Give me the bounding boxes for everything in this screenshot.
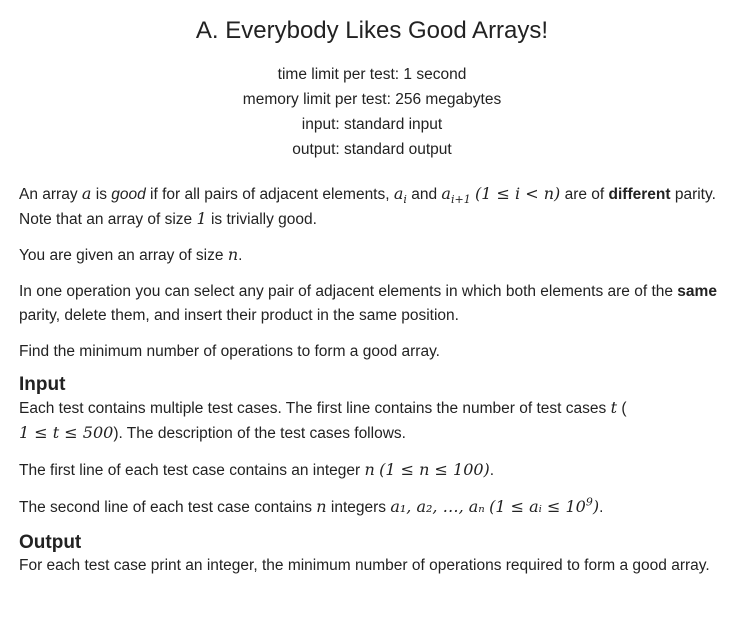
bold-same: same xyxy=(677,283,717,300)
math-subscript: i+1 xyxy=(450,193,471,207)
math-range-end: ) xyxy=(592,497,600,516)
math-range-start: (1 ≤ aᵢ ≤ 10 xyxy=(489,497,586,516)
math-var: n xyxy=(227,245,239,264)
statement-paragraph-1 xyxy=(19,182,725,232)
statement-paragraph-3 xyxy=(19,280,725,328)
memory-limit: memory limit per test: 256 megabytes xyxy=(242,91,502,108)
time-limit: time limit per test: 1 second xyxy=(277,66,467,83)
problem-header xyxy=(19,0,725,162)
input-type: input: standard input xyxy=(301,116,443,133)
math-ai xyxy=(393,184,407,207)
emphasis-good: good xyxy=(111,186,146,203)
problem-statement xyxy=(19,182,725,578)
input-paragraph-1 xyxy=(19,396,725,446)
math-ai1 xyxy=(441,184,471,207)
text-span: is trivially good. xyxy=(206,211,317,228)
text-span: . xyxy=(599,499,604,516)
text-span: In one operation you can select any pair of adjacent elements in which both elements are of the xyxy=(19,283,678,300)
text-span: You are given an array of size xyxy=(19,247,228,264)
bold-different: different xyxy=(608,186,671,203)
text-span: Each test contains multiple test cases. The first line contains the number of test cases xyxy=(19,400,611,417)
text-span: ( xyxy=(617,400,627,417)
math-subscript: i xyxy=(403,193,407,207)
math-sequence: a₁, a₂, …, aₙ xyxy=(390,497,485,516)
math-var: a xyxy=(81,184,92,203)
math-var: a xyxy=(441,184,451,203)
math-range: 1 ≤ t ≤ 500 xyxy=(19,423,114,442)
math-var: n xyxy=(364,460,375,479)
problem-title: A. Everybody Likes Good Arrays! xyxy=(195,17,549,44)
text-span: and xyxy=(406,186,442,203)
text-span: ). The description of the test cases follows. xyxy=(113,425,406,442)
math-range: (1 ≤ i < n) xyxy=(475,184,561,203)
text-span: An array xyxy=(19,186,82,203)
text-span: The first line of each test case contains an integer xyxy=(19,462,365,479)
math-var: n xyxy=(316,497,327,516)
text-span: if for all pairs of adjacent elements, xyxy=(145,186,394,203)
math-var: a xyxy=(393,184,404,203)
output-type: output: standard output xyxy=(292,141,452,158)
text-span: The second line of each test case contains xyxy=(19,499,317,516)
text-span: parity. Note that an array of size xyxy=(19,186,716,228)
text-span: . xyxy=(238,247,243,264)
math-exponent: 9 xyxy=(585,495,593,509)
input-heading: Input xyxy=(19,374,66,395)
input-paragraph-3 xyxy=(19,495,725,520)
text-span: integers xyxy=(326,499,391,516)
text-span: are of xyxy=(560,186,609,203)
text-span: is xyxy=(91,186,112,203)
statement-paragraph-2 xyxy=(19,243,725,268)
math-range xyxy=(489,497,599,516)
text-span: . xyxy=(489,462,495,479)
math-var: t xyxy=(610,398,618,417)
math-range: (1 ≤ n ≤ 100) xyxy=(379,460,490,479)
input-paragraph-2 xyxy=(19,458,725,483)
text-span: parity, delete them, and insert their product in the same position. xyxy=(19,307,459,324)
output-heading: Output xyxy=(19,532,82,553)
math-one: 1 xyxy=(196,209,207,228)
statement-paragraph-4: Find the minimum number of operations to form a good array. xyxy=(19,343,440,360)
output-paragraph-1: For each test case print an integer, the minimum number of operations required to form a good array. xyxy=(19,557,710,574)
